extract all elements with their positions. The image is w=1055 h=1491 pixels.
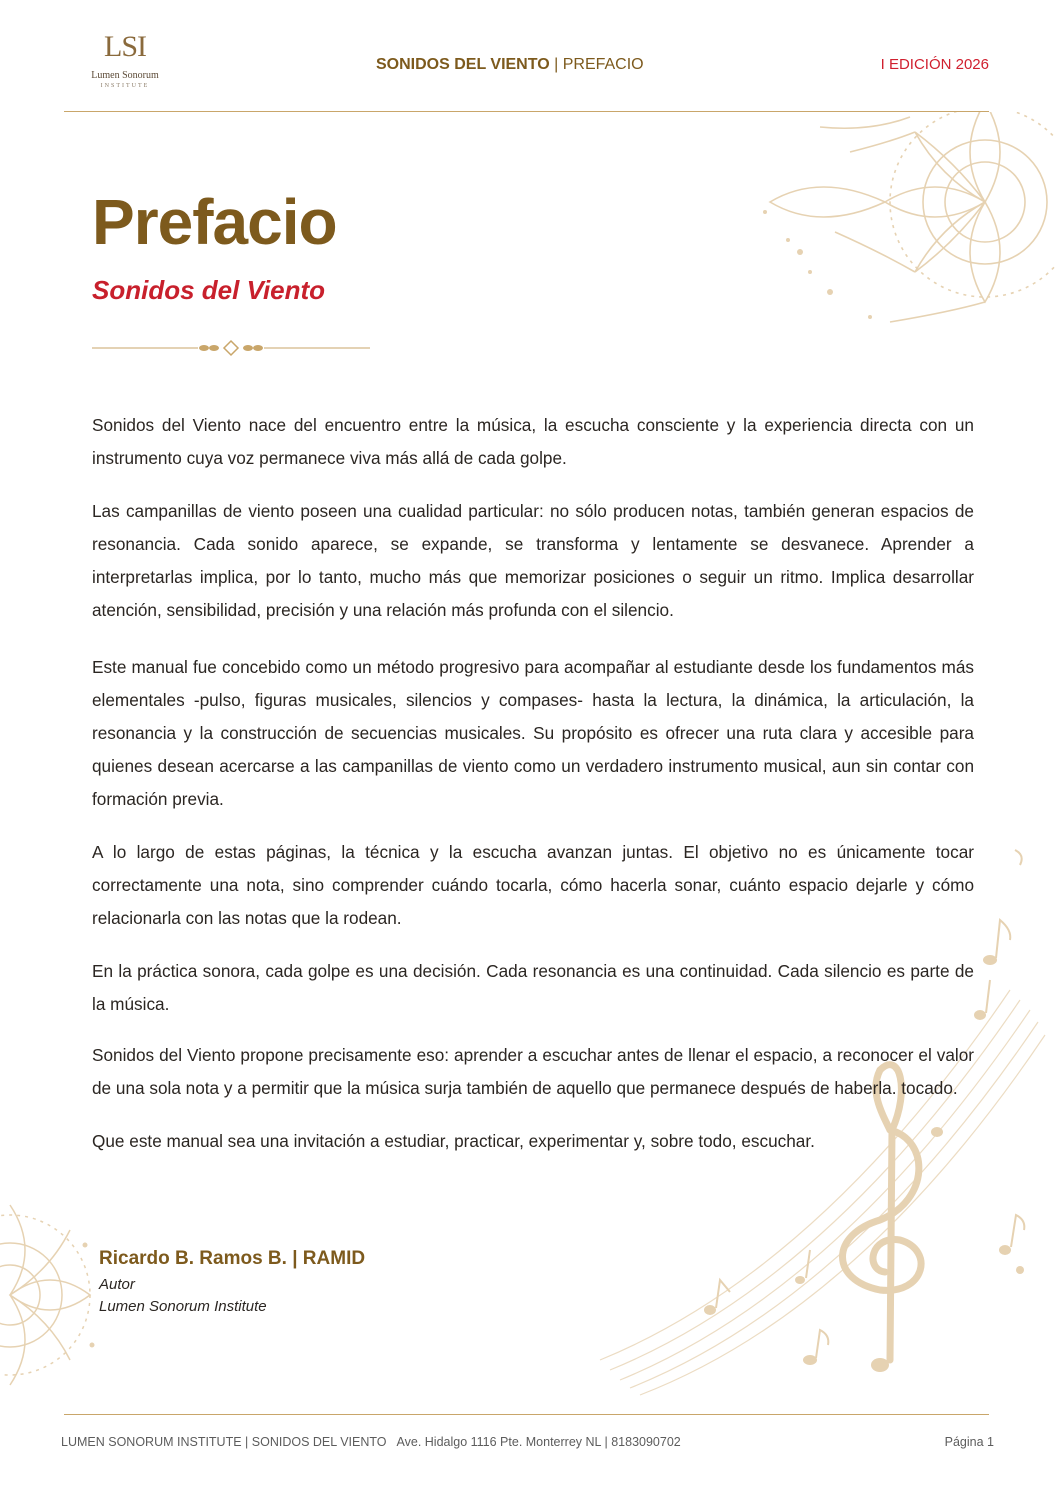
logo-name: Lumen Sonorum: [91, 70, 159, 81]
mandala-ornament-bottom-left: [0, 1185, 100, 1410]
institute-logo: [78, 30, 172, 94]
author-organization: Lumen Sonorum Institute: [99, 1298, 267, 1315]
ornamental-divider: [92, 338, 370, 358]
header-divider: [64, 111, 989, 112]
page-subtitle: Sonidos del Viento: [92, 275, 326, 305]
logo-monogram: LSI: [104, 30, 146, 63]
paragraph-7: Que este manual sea una invitación a estudiar, practicar, experimentar y, sobre todo, escuchar.: [92, 1131, 815, 1151]
footer-institute: LUMEN SONORUM INSTITUTE | SONIDOS DEL VIENTO: [61, 1435, 387, 1449]
header-title-section: PREFACIO: [562, 56, 644, 73]
paragraph-4: A lo largo de estas páginas, la técnica y la escucha avanzan juntas. El objetivo no es únicamente tocar correctamente una nota, sino comprender cuándo tocarla, cómo hacerla sonar, cuánto espacio dejarle y cómo relacionarla con las notas que la rodean.: [92, 842, 974, 928]
page-title: Prefacio: [92, 186, 337, 258]
paragraph-1: Sonidos del Viento nace del encuentro entre la música, la escucha consciente y la experiencia directa con un instrumento cuya voz permanece viva más allá de cada golpe.: [92, 415, 974, 468]
author-role: Autor: [99, 1276, 135, 1293]
author-name: Ricardo B. Ramos B. | RAMID: [99, 1248, 366, 1269]
header-document-title: [376, 56, 644, 74]
paragraph-2: Las campanillas de viento poseen una cualidad particular: no sólo producen notas, también generan espacios de resonancia. Cada sonido aparece, se expande, se transforma y lentamente se desvanece. Aprender a interpretarlas implica, por lo tanto, mucho más que memorizar posiciones o seguir un ritmo. Implica desarrollar atención, sensibilidad, precisión y una relación más profunda con el silencio.: [92, 501, 974, 620]
paragraph-6: Sonidos del Viento propone precisamente eso: aprender a escuchar antes de llenar el espacio, a reconocer el valor de una sola nota y a permitir que la música surja también de aquello que permanece después de haberla. tocado.: [92, 1045, 974, 1098]
paragraph-3: Este manual fue concebido como un método progresivo para acompañar al estudiante desde los fundamentos más elementales -pulso, figuras musicales, silencios y compases- hasta la lectura, la dinámica, la articulación, la resonancia y la construcción de secuencias musicales. Su propósito es ofrecer una ruta clara y accesible para quienes desean acercarse a las campanillas de viento como un verdadero instrumento musical, aun sin contar con formación previa.: [92, 657, 974, 809]
footer-divider: [64, 1414, 989, 1415]
header-title-main: SONIDOS DEL VIENTO: [376, 56, 550, 73]
footer-info: [61, 1435, 681, 1449]
header-title-separator: |: [549, 56, 563, 73]
footer-address: Ave. Hidalgo 1116 Pte. Monterrey NL | 8183090702: [396, 1435, 681, 1449]
paragraph-5: En la práctica sonora, cada golpe es una decisión. Cada resonancia es una continuidad. Cada silencio es parte de la música.: [92, 961, 974, 1014]
page-number: Página 1: [944, 1435, 994, 1449]
author-signature: [99, 1244, 365, 1318]
page-header: [0, 0, 1055, 112]
header-edition: I EDICIÓN 2026: [880, 56, 989, 73]
preface-body: [92, 409, 974, 1158]
logo-subtitle: INSTITUTE: [100, 83, 150, 89]
mandala-ornament-top-right: [740, 112, 1055, 342]
